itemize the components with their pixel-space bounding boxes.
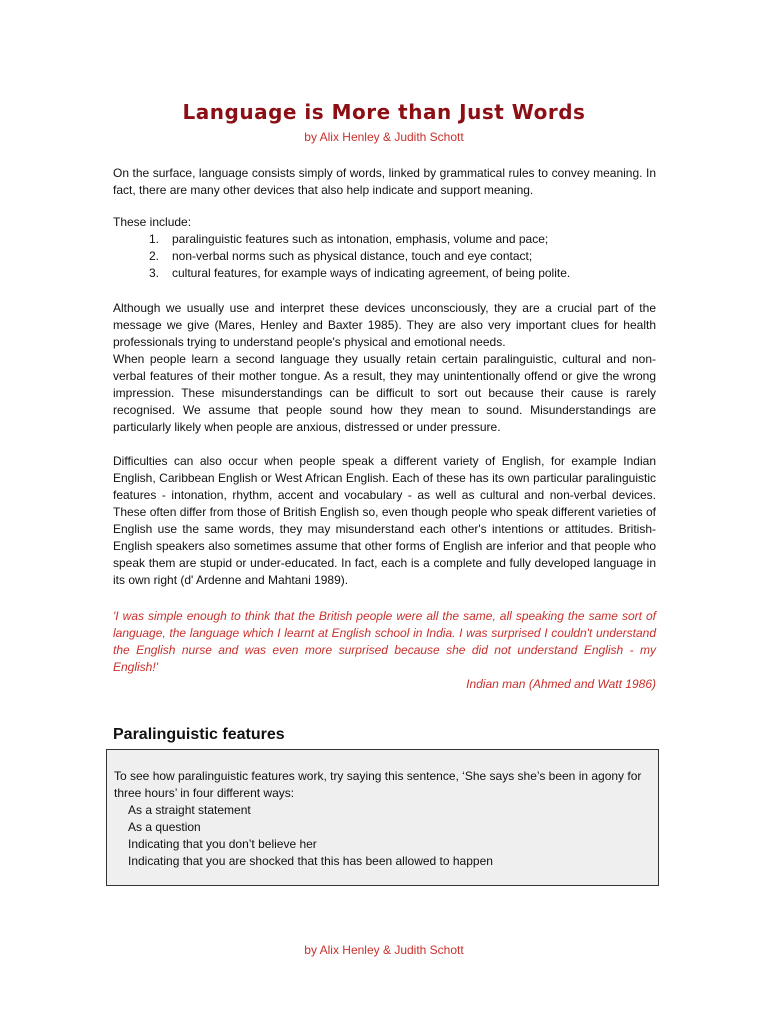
exercise-box xyxy=(106,749,659,886)
list-number: 2. xyxy=(149,249,160,263)
paragraph-devices xyxy=(113,300,656,436)
list-item xyxy=(113,248,656,265)
list-item xyxy=(113,231,656,248)
section-heading: Paralinguistic features xyxy=(113,726,285,743)
exercise-intro: To see how paralinguistic features work, try saying this sentence, ‘She says she’s been in agony for three hours’ in four different ways: xyxy=(114,769,642,800)
quote-attribution: Indian man (Ahmed and Watt 1986) xyxy=(466,677,656,691)
paragraph-devices-b: When people learn a second language they usually retain certain paralinguistic, cultural and non-verbal features of their mother tongue. As a result, they may unintentionally offend or give the wrong impression. These misunderstandings can be difficult to sort out because their cause is rarely recognised. We assume that people sound how they mean to sound. Misunderstandings are particularly likely when people are anxious, distressed or under pressure. xyxy=(113,352,656,434)
document-title: Language is More than Just Words xyxy=(182,100,586,124)
footer-byline: by Alix Henley & Judith Schott xyxy=(304,943,464,957)
list-item: Indicating that you are shocked that this has been allowed to happen xyxy=(128,854,493,868)
list-number: 1. xyxy=(149,232,160,246)
list-text: cultural features, for example ways of indicating agreement, of being polite. xyxy=(172,266,571,280)
list-item: As a question xyxy=(128,820,201,834)
list-item: Indicating that you don’t believe her xyxy=(128,837,317,851)
quote: 'I was simple enough to think that the British people were all the same, all speaking the same sort of language, the language which I learnt at English school in India. I was surprised I couldn't understand the English nurse and was even more surprised because she did not understand English - my English!' xyxy=(113,609,656,674)
paragraph-varieties: Difficulties can also occur when people speak a different variety of English, for example Indian English, Caribbean English or West African English. Each of these has its own particular paralinguistic features - intonation, rhythm, accent and vocabulary - as well as cultural and non-verbal devices. These often differ from those of British English so, even though people who speak different varieties of English use the same words, they may misunderstand each other's intentions or attitudes. British-English speakers also sometimes assume that other forms of English are inferior and that people who speak them are stupid or under-educated. In fact, each is a complete and fully developed language in its own right (d' Ardenne and Mahtani 1989). xyxy=(113,454,656,587)
list-text: paralinguistic features such as intonation, emphasis, volume and pace; xyxy=(172,232,549,246)
exercise-list xyxy=(128,802,493,870)
paragraph-devices-a: Although we usually use and interpret these devices unconsciously, they are a crucial part of the message we give (Mares, Henley and Baxter 1985). They are also very important clues for health professionals trying to understand people's physical and emotional needs. xyxy=(113,301,656,349)
includes-label: These include: xyxy=(113,215,192,229)
list-item xyxy=(113,265,656,282)
feature-list xyxy=(113,231,656,282)
byline: by Alix Henley & Judith Schott xyxy=(304,130,464,144)
list-number: 3. xyxy=(149,266,160,280)
list-item: As a straight statement xyxy=(128,803,251,817)
paragraph-intro: On the surface, language consists simply of words, linked by grammatical rules to convey meaning. In fact, there are many other devices that also help indicate and support meaning. xyxy=(113,166,656,197)
list-text: non-verbal norms such as physical distance, touch and eye contact; xyxy=(172,249,533,263)
